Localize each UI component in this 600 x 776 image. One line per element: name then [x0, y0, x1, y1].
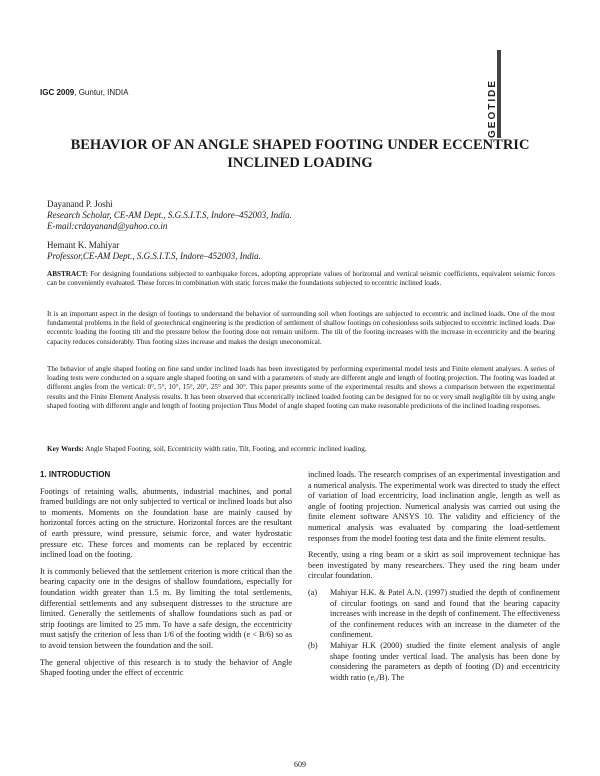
author-email: E-mail:crdayanand@yahoo.co.in: [47, 221, 168, 231]
body-column-right: [308, 470, 560, 683]
author-affiliation: Research Scholar, CE-AM Dept., S.G.S.I.T.S, Indore–452003, India.: [47, 210, 292, 220]
author-name: Dayanand P. Joshi: [47, 199, 113, 209]
list-item: [308, 588, 560, 641]
list-item-text: Mahiyar H.K (2000) studied the finite element analysis of angle shape footing under vertical load. The analysis has been done by considering the parameters as depth of footing (D) and eccentricity width ratio (e₀/B). The: [330, 640, 560, 682]
conference-name: IGC 2009: [40, 88, 75, 97]
title-line-2: INCLINED LOADING: [227, 155, 373, 171]
conference-header: [40, 88, 129, 97]
section-heading: 1. INTRODUCTION: [40, 470, 111, 479]
body-paragraph: Footings of retaining walls, abutments, industrial machines, and portal framed buildings are not only subjected to vertical or inclined loads but also to moments. Moments on the foundation base are mainly caused by horizontal forces acting on the structure. Horizontal forces are the resultant of earth pressure, wind pressure, seismic force, and water hydrostatic pressure etc. These forces and moments can be replaced by eccentric inclined load on the footing.: [40, 486, 292, 560]
body-paragraph: inclined loads. The research comprises of an experimental investigation and a numerical analysis. The experimental work was directed to study the effect of variation of load eccentricity, load inclination angle, length as well as angle of footing projection. Numerical analysis was carried out using the finite element software ANSYS 10. The validity and efficiency of the numerical analysis was evaluated by comparing the load-settlement responses from the model footing test data and the finite element results.: [308, 470, 560, 543]
keywords-text: Angle Shaped Footing, soil, Eccentricity width ratio, Tilt, Footing, and eccentric inclined loading.: [85, 445, 367, 453]
geotide-logo: [486, 50, 502, 142]
author-block-2: [47, 240, 547, 262]
body-paragraph: It is commonly believed that the settlement criterion is more critical than the bearing capacity one in the designs of shallow foundations, especially for foundation width greater than 1.5 m. By limiting the total settlements, differential settlements and any subsequent distresses to the structure are limited. Generally the settlements of shallow foundations such as pad or strip footings are limited to 25 mm. To have a safe design, the eccentricity must satisfy the criterion of less than 1/6 of the footing width (e < B/6) so as to avoid tension between the foundation and the soil.: [40, 566, 292, 650]
paper-title: [60, 136, 540, 172]
abstract-label: ABSTRACT:: [47, 270, 89, 278]
abstract-paragraph-3: The behavior of angle shaped footing on fine sand under inclined loads has been investigated by performing experimental model tests and Finite element analyses. A series of loading tests were conducted on a square angle shaped footing on sand with a parameters of study are different angle and length of footing projection. The footing was loaded at different angles from the vertical: 0°, 5°, 10°, 15°, 20°, 25° and 30°. This paper presents some of the experimental results and shows a comparison between the experimental results and the Finite Element Analysis results. It has been observed that eccentrically inclined loaded footing can be designed for no or very small negligible tilt by using angle shaped footing with different angle and length of footing projection Thus Model of angle shaped footing can make reasonable predictions of the inclined loading responses.: [47, 365, 555, 410]
conference-location: , Guntur, INDIA: [74, 88, 129, 97]
logo-text: GEOTIDE: [487, 78, 498, 138]
keywords: [47, 445, 555, 454]
body-paragraph: The general objective of this research is to study the behavior of Angle Shaped footing under the effect of eccentric: [40, 657, 292, 678]
author-affiliation: Professor,CE-AM Dept., S.G.S.I.T.S, Indore–452003, India.: [47, 251, 261, 261]
body-column-left: [40, 470, 292, 685]
body-paragraph: Recently, using a ring beam or a skirt as soil improvement technique has been investigated by many researchers. They used the ring beam under circular foundation.: [308, 550, 560, 581]
author-block-1: [47, 199, 547, 232]
abstract-paragraph-2: It is an important aspect in the design of footings to understand the behavior of surrounding soil when footings are subjected to eccentric and inclined loads. One of the most fundamental problems in the field of geotechnical engineering is the prediction of settlement of shallow footings on cohesionless soils subjected to eccentric inclined loads. Due eccentric loading the footing tilt and the pressure below the footing dose not remain uniform. The tilt of the footing increases with the increase in eccentricity and the bearing capacity reduces considerably. Thus footing sizes increase and makes the design uneconomical.: [47, 310, 555, 346]
abstract-paragraph: [47, 270, 555, 288]
list-item: [308, 641, 560, 683]
reference-list: [308, 588, 560, 683]
title-line-1: BEHAVIOR OF AN ANGLE SHAPED FOOTING UNDER ECCENTRIC: [70, 137, 530, 153]
abstract-text: For designing foundations subjected to earthquake forces, adopting appropriate values of horizontal and vertical seismic coefficients, equivalent seismic forces can be conveniently evaluated. These forces in combination with static forces make the foundations subjected to eccentric inclined loads.: [47, 270, 555, 288]
list-item-label: (b): [308, 640, 318, 650]
list-item-label: (a): [308, 587, 318, 597]
page-number: 609: [294, 760, 306, 769]
list-item-text: Mahiyar H.K. & Patel A.N. (1997) studied the depth of confinement of circular footings on sand and found that the bearing capacity increases with increase in the depth of confinement. The effectiveness of the confinement reduces with an increase in the diameter of the confinement.: [330, 587, 560, 640]
author-name: Hemant K. Mahiyar: [47, 240, 120, 250]
keywords-label: Key Words:: [47, 445, 84, 453]
